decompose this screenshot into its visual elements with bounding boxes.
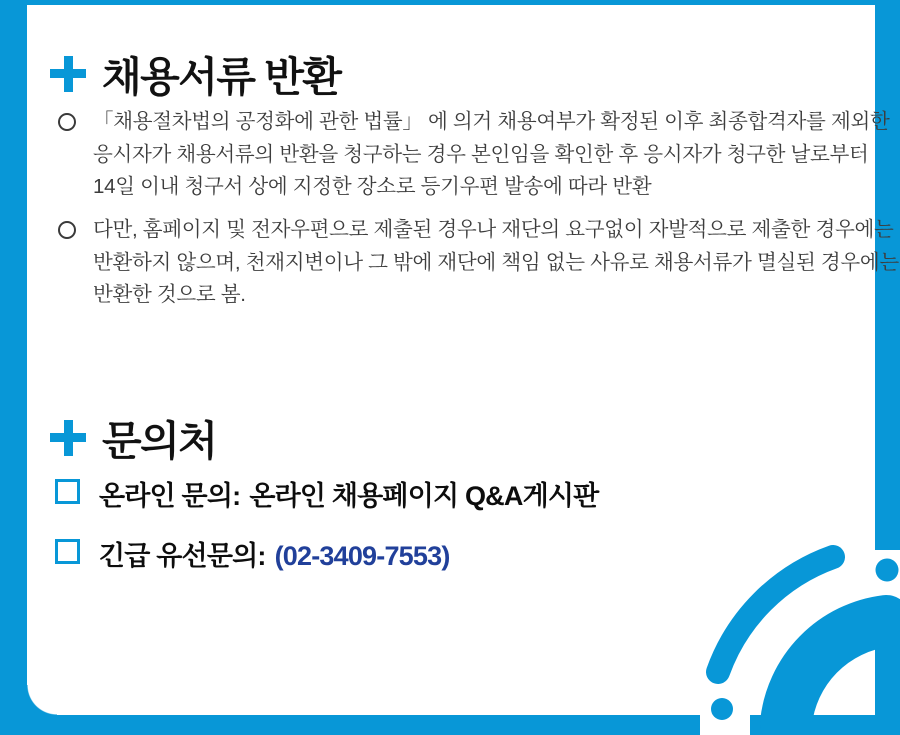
square-bullet-icon — [55, 479, 80, 504]
contact-item-phone — [55, 534, 450, 573]
paragraph-line: 반환한 것으로 봄. — [93, 283, 246, 306]
contact-label: 온라인 문의: — [99, 481, 241, 511]
paragraph-line: 응시자가 채용서류의 반환을 청구하는 경우 본인임을 확인한 후 응시자가 청구한 날로부터 — [93, 142, 869, 166]
section-contact-header — [50, 408, 216, 467]
paragraph-line: 「채용절차법의 공정화에 관한 법률」 에 의거 채용여부가 확정된 이후 최종합격자를 제외한 — [93, 110, 890, 133]
inner-arc-icon — [786, 621, 886, 723]
contact-label: 긴급 유선문의: — [99, 541, 266, 571]
signal-arcs-decoration-icon — [560, 430, 900, 735]
contact-item-online — [55, 474, 598, 513]
paragraph-line: 14일 이내 청구서 상에 지정한 장소로 등기우편 발송에 따라 반환 — [93, 175, 652, 198]
section-contact-title: 문의처 — [102, 418, 217, 464]
documents-paragraph-2 — [58, 214, 899, 312]
plus-icon — [50, 56, 86, 92]
bottom-left-corner-fillet — [27, 685, 57, 715]
circle-bullet-icon — [58, 113, 76, 131]
section-documents-header — [50, 44, 341, 103]
paragraph-text — [93, 214, 899, 312]
contact-online-text — [99, 474, 598, 513]
documents-paragraph-1 — [58, 106, 889, 204]
top-border-bar — [0, 0, 900, 5]
paragraph-line: 다만, 홈페이지 및 전자우편으로 제출된 경우나 재단의 요구없이 자발적으로 제출한 경우에는 — [93, 218, 894, 241]
plus-icon — [50, 420, 86, 456]
paragraph-line: 반환하지 않으며, 천재지변이나 그 밖에 재단에 책임 없는 사유로 채용서류가 멸실된 경우에는 — [93, 250, 899, 274]
contact-value: 온라인 채용페이지 Q&A게시판 — [249, 481, 599, 511]
square-bullet-icon — [55, 539, 80, 564]
contact-phone-number: (02-3409-7553) — [274, 541, 450, 571]
section-documents-title: 채용서류 반환 — [102, 54, 341, 100]
right-accent-dot-icon — [876, 559, 899, 582]
contact-phone-text — [99, 534, 450, 573]
left-border-bar — [0, 0, 27, 735]
paragraph-text — [93, 106, 889, 204]
bottom-accent-dot-icon — [711, 698, 733, 720]
circle-bullet-icon — [58, 221, 76, 239]
